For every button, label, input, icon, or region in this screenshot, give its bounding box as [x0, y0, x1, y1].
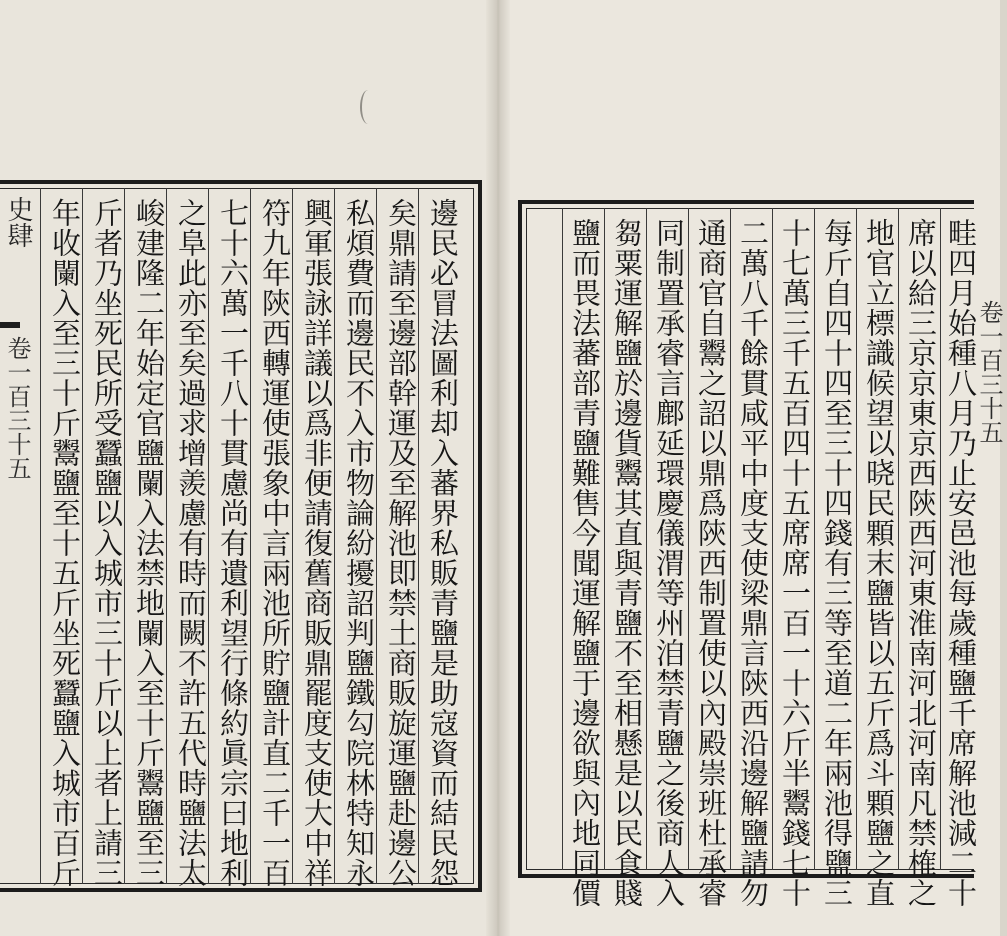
column-rule: [646, 208, 647, 870]
text-column: 邊民必冒法圖利却入蕃界私販青鹽是助寇資而結民怨: [426, 198, 460, 888]
text-column: 興軍張詠詳議以爲非便請復舊商販鼎罷度支使大中祥: [300, 198, 334, 888]
text-column: 峻建隆二年始定官鹽闌入法禁地闌入至十斤鬻鹽至三: [132, 198, 166, 888]
left-edge-title: 史肆: [3, 196, 33, 248]
text-column: 芻粟運解鹽於邊貨鬻其直與青鹽不至相懸是以民食賤: [610, 218, 644, 908]
column-rule: [562, 208, 563, 870]
column-rule: [856, 208, 857, 870]
text-column: 二萬八千餘貫咸平中度支使梁鼎言陝西沿邊解鹽請勿: [736, 218, 770, 908]
text-column: 席以給三京京東京西陝西河東淮南河北河南凡禁榷之: [904, 218, 938, 908]
column-rule: [814, 208, 815, 870]
column-rule: [40, 188, 41, 884]
book-gutter: [486, 0, 510, 936]
text-column: 私煩費而邊民不入市物論紛擾詔判鹽鐵勾院林特知永: [342, 198, 376, 888]
text-column: 每斤自四十四至三十四錢有三等至道二年兩池得鹽三: [820, 218, 854, 908]
text-column: 同制置承睿言鄜延環慶儀渭等州洎禁青鹽之後商人入: [652, 218, 686, 908]
left-page: [0, 0, 498, 936]
paper-mark: [360, 90, 376, 124]
text-column: 鹽而畏法蕃部青鹽難售今聞運解鹽于邊欲與內地同價: [568, 218, 602, 908]
text-column: 之阜此亦至矣過求增羨慮有時而闕不許五代時鹽法太: [174, 198, 208, 888]
text-column: 地官立標識候望以晓民顆末鹽皆以五斤爲斗顆鹽之直: [862, 218, 896, 908]
text-column: 十七萬三千五百四十五席席一百一十六斤半鬻錢七十: [778, 218, 812, 908]
column-rule: [772, 208, 773, 870]
text-column: 矣鼎請至邊部幹運及至解池即禁土商販旋運鹽赴邊公: [384, 198, 418, 888]
left-text-block: [0, 180, 482, 892]
text-column: 通商官自鬻之詔以鼎爲陝西制置使以內殿崇班杜承睿: [694, 218, 728, 908]
column-rule: [898, 208, 899, 870]
left-edge-volume: 卷一百三十五: [3, 336, 31, 480]
column-rule: [940, 208, 941, 870]
column-rule: [604, 208, 605, 870]
text-column: 符九年陝西轉運使張象中言兩池所貯鹽計直二千一百: [258, 198, 292, 888]
text-column: 七十六萬一千八十貫慮尚有遺利望行條約眞宗曰地利: [216, 198, 250, 888]
text-column: 畦四月始種八月乃止安邑池每歲種鹽千席解池減二十: [944, 218, 978, 908]
text-column: 斤者乃坐死民所受蠶鹽以入城市三十斤以上者上請三: [90, 198, 124, 888]
column-rule: [688, 208, 689, 870]
right-text-block: [518, 200, 978, 908]
column-rule: [730, 208, 731, 870]
right-edge-volume: 卷一百三十五: [975, 300, 1003, 444]
text-column: 年收闌入至三十斤鬻鹽至十五斤坐死蠶鹽入城市百斤: [48, 198, 82, 888]
